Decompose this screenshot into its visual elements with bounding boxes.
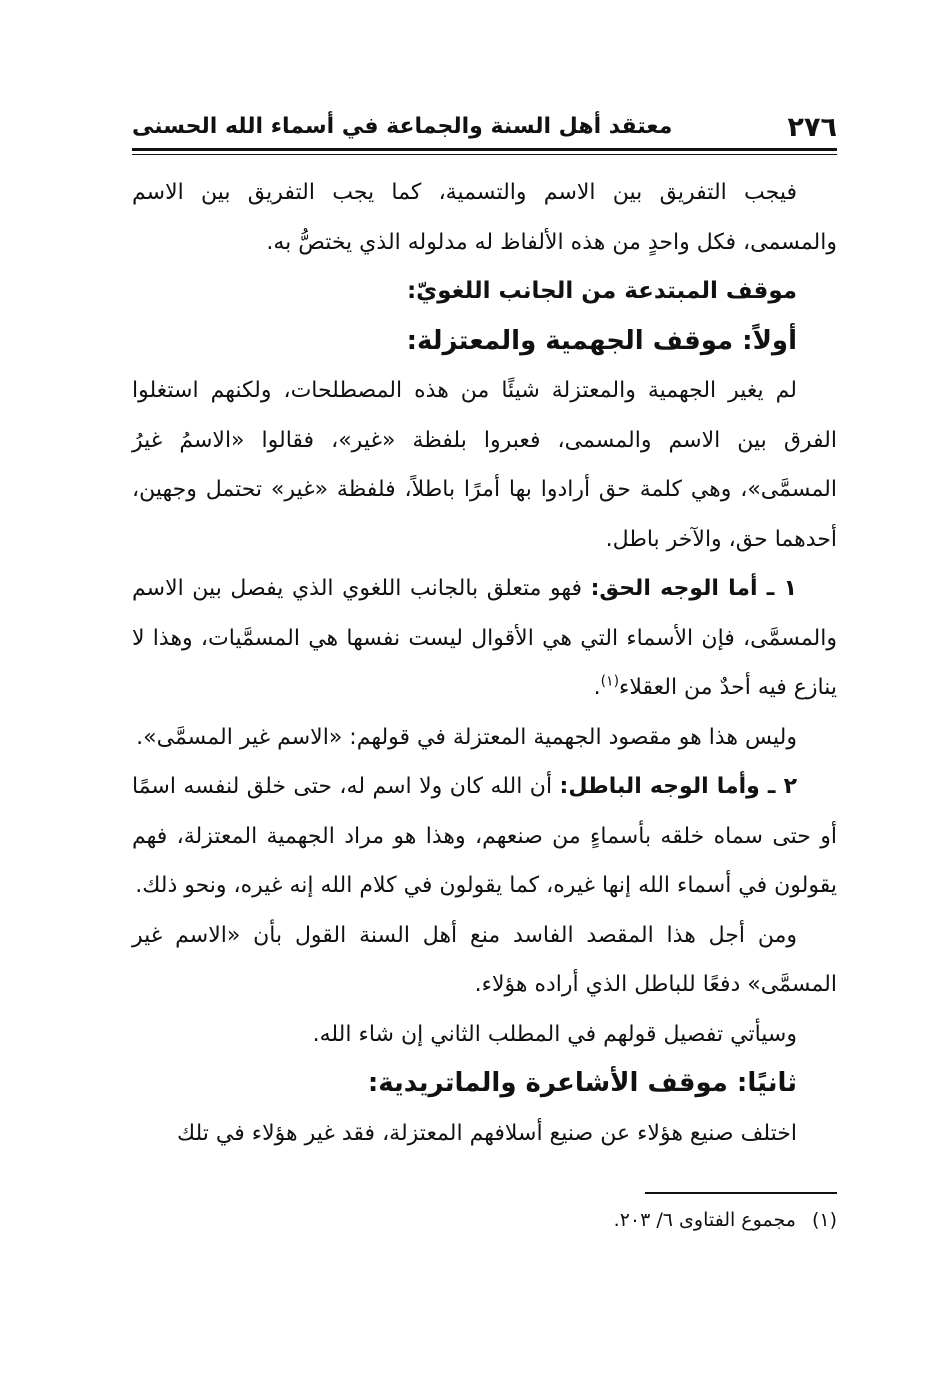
subheading-jahmiyya: أولاً: موقف الجهمية والمعتزلة:: [406, 325, 797, 356]
section-heading-innovators: موقف المبتدعة من الجانب اللغويّ:: [406, 278, 797, 304]
lead-true-aspect: ١ ـ أما الوجه الحق:: [590, 576, 797, 601]
subheading-ashaira: ثانيًا: موقف الأشاعرة والماتريدية:: [367, 1068, 797, 1098]
paragraph-ahl-sunna: ومن أجل هذا المقصد الفاسد منع أهل السنة القول بأن «الاسم غير المسمَّى» دفعًا للباطل الذي أراده هؤلاء.: [132, 922, 837, 997]
footnote-separator: [645, 1192, 837, 1194]
text-false-aspect: أن الله كان ولا اسم له، حتى خلق لنفسه اسمًا أو حتى سماه خلقه بأسماءٍ من صنعهم، وهذا هو مراد الجهمية المعتزلة، فهم يقولون في أسماء الله إنها غيره، كما يقولون في كلام الله إنه غيره، ونحو ذلك.: [132, 774, 837, 898]
paragraph-forthcoming: وسيأتي تفصيل قولهم في المطلب الثاني إن شاء الله.: [312, 1021, 797, 1047]
paragraph-false-aspect: [132, 762, 837, 911]
footnote-text: مجموع الفتاوى ٦/ ٢٠٣.: [613, 1209, 796, 1231]
page-header: [132, 112, 837, 148]
paragraph-jahmiyya: لم يغير الجهمية والمعتزلة شيئًا من هذه المصطلحات، ولكنهم استغلوا الفرق بين الاسم والمسمى، فعبروا بلفظة «غير»، فقالوا «الاسمُ غيرُ المسمَّى»، وهي كلمة حق أرادوا بها أمرًا باطلاً، فلفظة «غير» تحتمل وجهين، أحدهما حق، والآخر باطل.: [132, 378, 837, 552]
footnote: [400, 1200, 837, 1240]
page-number: ٢٧٦: [787, 112, 837, 143]
header-rule-thin: [132, 154, 837, 155]
text-true-aspect: فهو متعلق بالجانب اللغوي الذي يفصل بين الاسم والمسمَّى، فإن الأسماء التي هي الأقوال ليست نفسها هي المسمَّيات، وهذا لا ينازع فيه أحدٌ من العقلاء: [132, 576, 837, 700]
paragraph-distinction: فيجب التفريق بين الاسم والتسمية، كما يجب التفريق بين الاسم والمسمى، فكل واحدٍ من هذه الألفاظ له مدلوله الذي يختصُّ به.: [132, 180, 837, 255]
header-rule-thick: [132, 148, 837, 151]
text-true-aspect-end: .: [593, 675, 601, 700]
footnote-number: (١): [811, 1209, 837, 1231]
main-text: [132, 168, 837, 1158]
lead-false-aspect: ٢ ـ وأما الوجه الباطل:: [559, 774, 797, 799]
footnote-reference: (١): [600, 673, 620, 690]
paragraph-true-aspect: [132, 564, 837, 713]
paragraph-intent: وليس هذا هو مقصود الجهمية المعتزلة في قولهم: «الاسم غير المسمَّى».: [136, 724, 797, 750]
paragraph-ashaira: اختلف صنيع هؤلاء عن صنيع أسلافهم المعتزلة، فقد غير هؤلاء في تلك: [176, 1120, 797, 1146]
running-title: معتقد أهل السنة والجماعة في أسماء الله الحسنى: [132, 114, 673, 139]
